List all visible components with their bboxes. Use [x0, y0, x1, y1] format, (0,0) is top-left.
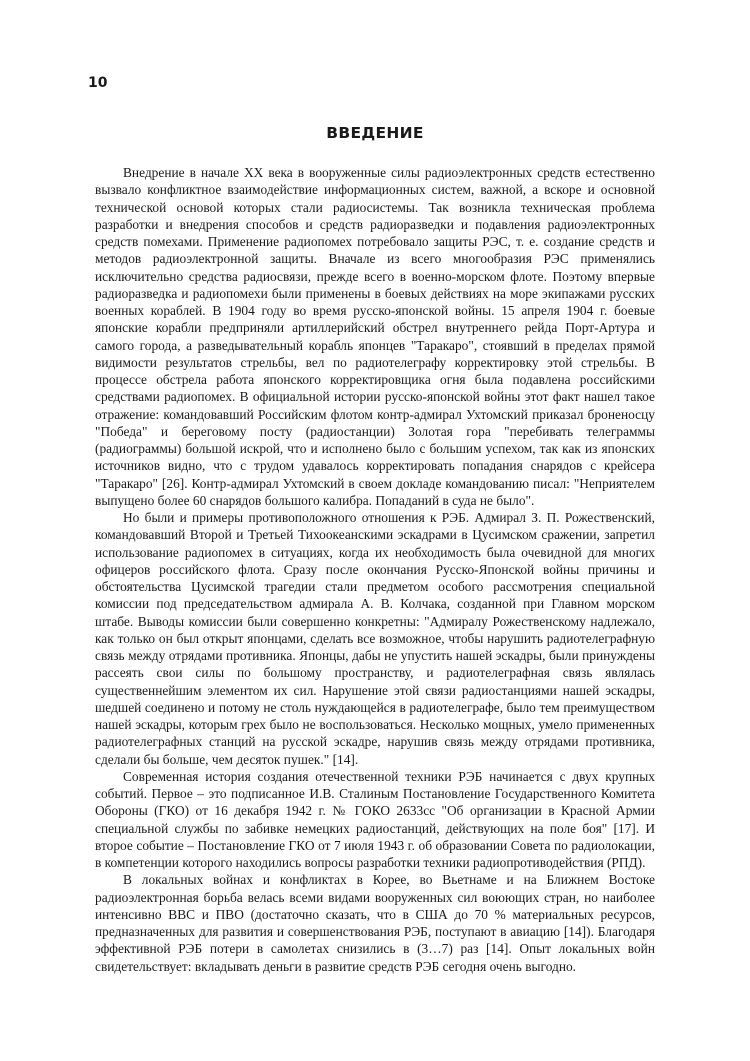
paragraph-2: Но были и примеры противоположного отношения к РЭБ. Адмирал З. П. Рожественский, командовавший Второй и Третьей Тихоокеанскими эскадрами в Цусимском сражении, запретил использование радиопомех в ситуациях, когда их необходимость была очевидной для многих офицеров российского флота. Сразу после окончания Русско-Японской войны причины и обстоятельства Цусимской трагедии стали предметом особого рассмотрения специальной комиссии под председательством адмирала А. В. Колчака, созданной при Главном морском штабе. Выводы комиссии были совершенно конкретны: "Адмиралу Рожественскому надлежало, как только он был открыт японцами, сделать все возможное, чтобы нарушить радиотелеграфную связь между отрядами противника. Японцы, дабы не упустить нашей эскадры, были принуждены рассеять свои силы по большому пространству, и радиотелеграфная связь являлась существеннейшим элементом их сил. Нарушение этой связи радиостанциями нашей эскадры, шедшей соединено и потому не столь нуждающейся в радиотелеграфе, было тем преимуществом нашей эскадры, которым грех было не воспользоваться. Несколько мощных, умело примененных радиотелеграфных станций на русской эскадре, нарушив связь между отрядами противника, сделали бы больше, чем десяток пушек." [14].	[95, 510, 655, 767]
paragraph-1: Внедрение в начале XX века в вооруженные силы радиоэлектронных средств естественно вызвало конфликтное взаимодействие информационных систем, важной, а вскоре и основной технической основой которых стали радиосистемы. Так возникла техническая проблема разработки и внедрения способов и средств радиоразведки и подавления радиоэлектронных средств помехами. Применение радиопомех потребовало защиты РЭС, т. е. создание средств и методов радиоэлектронной защиты. Вначале из всего многообразия РЭС применялись исключительно средства радиосвязи, прежде всего в военно-морском флоте. Поэтому впервые радиоразведка и радиопомехи были применены в боевых действиях на море экипажами русских военных кораблей. В 1904 году во время русско-японской войны. 15 апреля 1904 г. боевые японские корабли предприняли артиллерийский обстрел внутреннего рейда Порт-Артура и самого города, а разведывательный корабль японцев "Таракаро", стоявший в пределах прямой видимости результатов стрельбы, вел по радиотелеграфу корректировку этой стрельбы. В процессе обстрела работа японского корректировщика огня была подавлена российскими средствами радиопомех. В официальной истории русско-японской войны этот факт нашел такое отражение: командовавший Российским флотом контр-адмирал Ухтомский приказал броненосцу "Победа" и береговому посту (радиостанции) Золотая гора "перебивать телеграммы (радиограммы) большой искрой, что и исполнено было с большим успехом, так как из японских источников видно, что с трудом удавалось корректировать попадания снарядов с крейсера "Таракаро" [26]. Контр-адмирал Ухтомский в своем докладе командованию писал: "Неприятелем выпущено более 60 снарядов большого калибра. Попаданий в суда не было".	[95, 165, 655, 508]
body-text	[95, 164, 655, 975]
paragraph-4: В локальных войнах и конфликтах в Корее, во Вьетнаме и на Ближнем Востоке радиоэлектронная борьба велась всеми видами вооруженных сил воюющих стран, но наиболее интенсивно ВВС и ПВО (достаточно сказать, что в США до 70 % материальных ресурсов, предназначенных для развития и совершенствования РЭБ, поступают в авиацию [14]). Благодаря эффективной РЭБ потери в самолетах снизились в (3…7) раз [14]. Опыт локальных войн свидетельствует: вкладывать деньги в развитие средств РЭБ сегодня очень выгодно.	[95, 872, 655, 974]
paragraph-3: Современная история создания отечественной техники РЭБ начинается с двух крупных событий. Первое – это подписанное И.В. Сталиным Постановление Государственного Комитета Обороны (ГКО) от 16 декабря 1942 г. № ГОКО 2633сс "Об организации в Красной Армии специальной службы по забивке немецких радиостанций, действующих на поле боя" [17]. И второе событие – Постановление ГКО от 7 июля 1943 г. об образовании Совета по радиолокации, в компетенции которого находились вопросы разработки техники радиопротиводействия (РПД).	[95, 768, 655, 870]
chapter-title: ВВЕДЕНИЕ	[326, 124, 424, 142]
page-number: 10	[88, 75, 108, 91]
